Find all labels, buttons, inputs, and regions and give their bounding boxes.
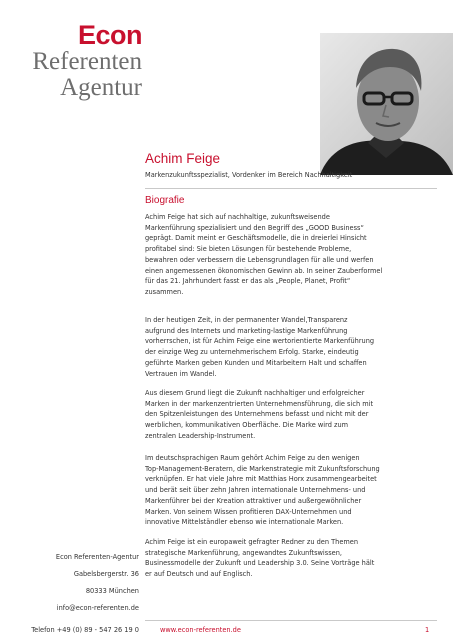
text-line: und berät seit über zehn Jahren internationale Unternehmens- und bbox=[145, 486, 366, 495]
text-line: geprägt. Damit meint er Geschäftsmodelle, die in dreierlei Hinsicht bbox=[145, 234, 367, 243]
text-line: Marken. Von seinem Wissen profitieren DAX-Unternehmen und bbox=[145, 507, 352, 516]
text-line: innovative Mittelständler ebenso wie internationale Marken. bbox=[145, 518, 344, 527]
speaker-photo bbox=[320, 33, 453, 175]
text-line: Vertrauen im Wandel. bbox=[145, 369, 217, 378]
text-line: verknüpfen. Er hat viele Jahre mit Matthias Horx zusammengearbeitet bbox=[145, 475, 377, 484]
bio-paragraph-4 bbox=[145, 453, 437, 528]
bio-paragraph-2 bbox=[145, 315, 437, 379]
text-line: vorherrschen, ist für Achim Feige eine wertorientierte Markenführung bbox=[145, 337, 375, 346]
bio-paragraph-3 bbox=[145, 388, 437, 442]
footer-divider bbox=[145, 620, 437, 621]
text-line: Im deutschsprachigen Raum gehört Achim Feige zu den wenigen bbox=[145, 454, 360, 462]
agency-address bbox=[56, 549, 139, 617]
footer-phone: Telefon +49 (0) 89 - 547 26 19 0 bbox=[31, 626, 139, 634]
bio-paragraph-5 bbox=[145, 537, 437, 580]
text-line: Achim Feige hat sich auf nachhaltige, zukunftsweisende bbox=[145, 213, 330, 221]
text-line: In der heutigen Zeit, in der permanenter Wandel,Transparenz bbox=[145, 316, 348, 324]
address-street: Gabelsbergerstr. 36 bbox=[73, 570, 139, 578]
text-line: geführte Marken geben Kunden und Mitarbeitern Halt und schaffen bbox=[145, 358, 367, 367]
text-line: Aus diesem Grund liegt die Zukunft nachhaltiger und erfolgreicher bbox=[145, 389, 365, 397]
text-line: Markenführer bei der Kreation attraktiver und außergewöhnlicher bbox=[145, 496, 362, 505]
logo-agentur: Agentur bbox=[60, 74, 142, 101]
section-title: Biografie bbox=[145, 195, 185, 206]
address-city: 80333 München bbox=[85, 587, 139, 595]
speaker-name: Achim Feige bbox=[145, 151, 221, 166]
text-line: Businessmodelle der Zukunft und Leadership 3.0. Seine Vorträge hält bbox=[145, 559, 375, 568]
logo-referenten: Referenten bbox=[32, 48, 142, 75]
text-line: strategische Markenführung, angewandtes Zukunftswissen, bbox=[145, 548, 342, 557]
footer-website-link[interactable]: www.econ-referenten.de bbox=[160, 626, 241, 634]
text-line: werblichen, kommunikativen Oberfläche. Die Marke wird zum bbox=[145, 421, 349, 430]
bio-paragraph-1 bbox=[145, 212, 437, 298]
address-email[interactable]: info@econ-referenten.de bbox=[56, 604, 139, 612]
divider bbox=[145, 188, 437, 189]
text-line: zentralen Leadership-Instrument. bbox=[145, 431, 256, 440]
address-company: Econ Referenten-Agentur bbox=[55, 553, 139, 561]
portrait-photo-icon bbox=[320, 33, 453, 175]
text-line: Markenführung spezialisiert und den Begriff des „GOOD Business“ bbox=[145, 223, 364, 232]
logo-econ: Econ bbox=[77, 20, 142, 50]
text-line: Marken in der markenzentrierten Unternehmensführung, die sich mit bbox=[145, 399, 374, 408]
text-line: für das 21. Jahrhundert fasst er das als „People, Planet, Profit“ bbox=[145, 277, 351, 286]
text-line: bewahren oder verbessern die Lebensgrundlagen für alle und werfen bbox=[145, 255, 374, 264]
text-line: der einzige Weg zu unternehmerischem Erfolg. Starke, eindeutig bbox=[145, 348, 359, 357]
text-line: zusammen. bbox=[145, 287, 184, 296]
text-line: Achim Feige ist ein europaweit gefragter Redner zu den Themen bbox=[145, 538, 359, 546]
text-line: den Spitzenleistungen des Unternehmens befasst und nicht mit der bbox=[145, 410, 369, 419]
econ-logo bbox=[20, 22, 142, 101]
text-line: profitabel sind: Sie bieten Lösungen für bestehende Probleme, bbox=[145, 245, 352, 254]
text-line: einen angemessenen ökonomischen Gewinn ab. In seiner Zauberformel bbox=[145, 266, 383, 275]
text-line: er auf Deutsch und auf Englisch. bbox=[145, 570, 253, 579]
text-line: aufgrund des Internets und marketing-lastige Markenführung bbox=[145, 326, 348, 335]
text-line: Top-Management-Beratern, die Markenstrategie mit Zukunftsforschung bbox=[145, 464, 380, 473]
speaker-subtitle: Markenzukunftsspezialist, Vordenker im Bereich Nachhaltigkeit bbox=[145, 171, 353, 179]
page-number: 1 bbox=[425, 626, 430, 634]
